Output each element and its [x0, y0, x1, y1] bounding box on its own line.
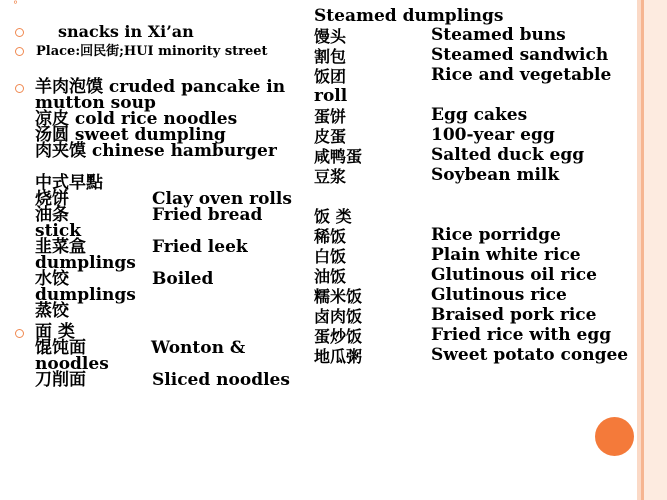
decorative-orange-circle: [595, 417, 634, 456]
breakfast-en: Fried bread: [152, 205, 263, 225]
menu-zh: 饭团: [314, 67, 347, 86]
breakfast-zh: 油条: [35, 205, 69, 225]
menu-en: Plain white rice: [431, 245, 581, 265]
menu-zh: 蛋饼: [314, 107, 347, 126]
menu-en: 100-year egg: [431, 125, 555, 145]
bullet-icon: [15, 329, 24, 338]
menu-en: Glutinous rice: [431, 285, 567, 305]
breakfast-zh: 蒸饺: [35, 301, 69, 321]
menu-en: Rice and vegetable: [431, 65, 612, 85]
noodle-zh: 馄饨面: [35, 338, 86, 358]
breakfast-zh: dumplings: [35, 253, 136, 273]
menu-en: Soybean milk: [431, 165, 560, 185]
top-degree-mark: °: [13, 0, 18, 11]
breakfast-zh: 水饺: [35, 269, 69, 289]
section-title: snacks in Xi’an: [58, 22, 194, 41]
menu-zh: 割包: [314, 47, 347, 66]
noodle-en: Sliced noodles: [152, 370, 290, 390]
breakfast-zh: 韭菜盒: [35, 237, 86, 257]
breakfast-en: Boiled: [152, 269, 214, 289]
noodle-zh: 刀削面: [35, 370, 86, 390]
menu-zh: 稀饭: [314, 227, 347, 246]
noodle-en: Wonton &: [151, 338, 246, 358]
right-stripe-inner: [644, 0, 667, 500]
snack-line: 肉夹馍 chinese hamburger: [35, 141, 277, 161]
breakfast-zh: dumplings: [35, 285, 136, 305]
menu-zh: 糯米饭: [314, 287, 363, 306]
menu-en: Glutinous oil rice: [431, 265, 597, 285]
menu-zh: 卤肉饭: [314, 307, 363, 326]
menu-en: Sweet potato congee: [431, 345, 629, 365]
snack-line: 羊肉泡馍 cruded pancake in: [35, 77, 286, 97]
bullet-icon: [15, 47, 24, 56]
menu-zh: 皮蛋: [314, 127, 347, 146]
menu-en: Salted duck egg: [431, 145, 585, 165]
menu-en: Fried rice with egg: [431, 325, 612, 345]
bullet-icon: [15, 84, 24, 93]
menu-zh: 蛋炒饭: [314, 327, 363, 346]
menu-en: Steamed buns: [431, 25, 566, 45]
menu-zh: 油饭: [314, 267, 347, 286]
breakfast-en: Clay oven rolls: [152, 189, 292, 209]
menu-zh: 咸鸭蛋: [314, 147, 363, 166]
breakfast-heading: 中式早點: [35, 173, 103, 193]
menu-en: Steamed sandwich: [431, 45, 609, 65]
menu-zh: 地瓜粥: [314, 347, 363, 366]
menu-zh: 馒头: [314, 27, 347, 46]
breakfast-zh: stick: [35, 221, 82, 241]
menu-zh: 豆浆: [314, 167, 347, 186]
menu-en: Rice porridge: [431, 225, 561, 245]
snack-line: 凉皮 cold rice noodles: [35, 109, 238, 129]
place-line: Place:回民街;HUI minority street: [36, 44, 268, 59]
snack-line: mutton soup: [35, 93, 156, 113]
menu-zh: roll: [314, 86, 348, 106]
rice-heading: 饭 类: [314, 207, 352, 226]
menu-en: Braised pork rice: [431, 305, 597, 325]
noodle-heading: 面 类: [35, 322, 75, 342]
menu-en: Egg cakes: [431, 105, 528, 125]
snack-line: 汤圆 sweet dumpling: [35, 125, 226, 145]
noodle-zh: noodles: [35, 354, 109, 374]
right-heading: Steamed dumplings: [314, 6, 504, 26]
menu-zh: 白饭: [314, 247, 347, 266]
bullet-icon: [15, 28, 24, 37]
breakfast-zh: 烧饼: [35, 189, 69, 209]
breakfast-en: Fried leek: [152, 237, 248, 257]
